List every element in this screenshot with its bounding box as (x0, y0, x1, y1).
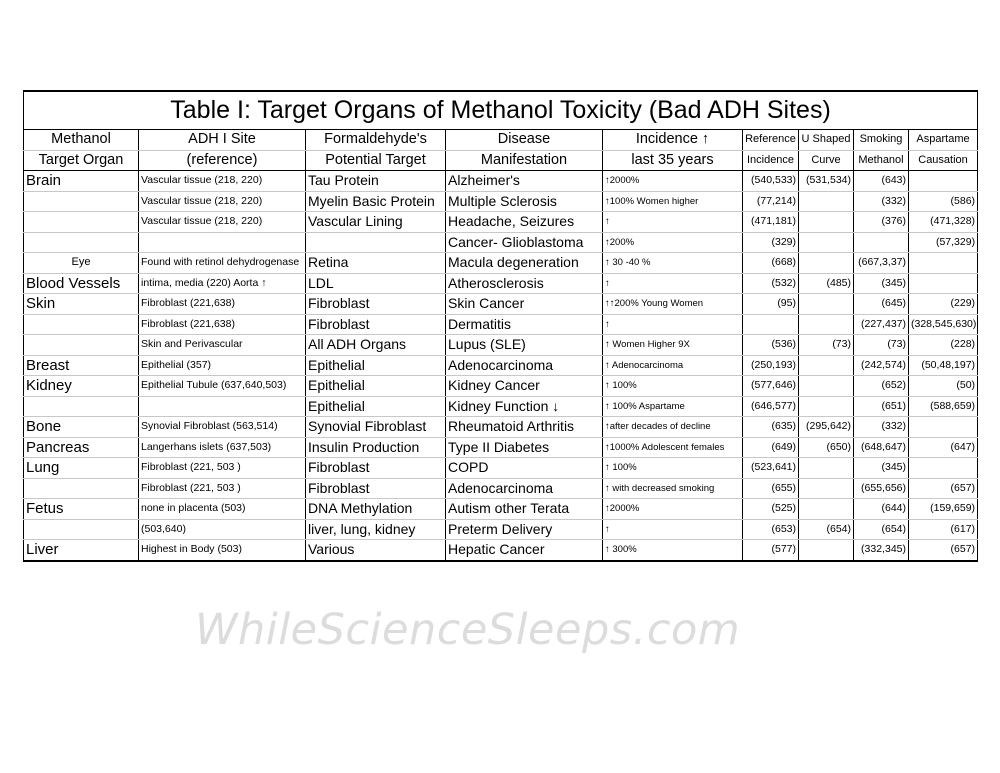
u-shaped-cell (799, 314, 854, 335)
aspartame-cell: (657) (909, 540, 978, 561)
aspartame-cell: (657) (909, 478, 978, 499)
organ-cell (24, 478, 139, 499)
smoking-cell: (376) (854, 212, 909, 233)
target-cell (306, 232, 446, 253)
organ-cell: Brain (24, 171, 139, 192)
adh-site-cell: Langerhans islets (637,503) (139, 437, 306, 458)
disease-cell: Cancer- Glioblastoma (446, 232, 603, 253)
disease-cell: Adenocarcinoma (446, 355, 603, 376)
disease-cell: Dermatitis (446, 314, 603, 335)
smoking-cell: (242,574) (854, 355, 909, 376)
table-row (24, 458, 978, 479)
header-causation: Causation (909, 150, 978, 171)
reference-cell: (250,193) (743, 355, 799, 376)
organ-cell: Lung (24, 458, 139, 479)
adh-site-cell: (503,640) (139, 519, 306, 540)
incidence-cell: ↑ 30 -40 % (603, 253, 743, 274)
disease-cell: Lupus (SLE) (446, 335, 603, 356)
u-shaped-cell (799, 478, 854, 499)
header-target-organ: Target Organ (24, 150, 139, 171)
u-shaped-cell (799, 253, 854, 274)
target-cell: Epithelial (306, 355, 446, 376)
header-disease: Disease (446, 130, 603, 151)
disease-cell: Atherosclerosis (446, 273, 603, 294)
u-shaped-cell (799, 355, 854, 376)
smoking-cell: (345) (854, 273, 909, 294)
aspartame-cell: (228) (909, 335, 978, 356)
organ-cell: Breast (24, 355, 139, 376)
organ-cell (24, 212, 139, 233)
target-cell: Synovial Fibroblast (306, 417, 446, 438)
adh-site-cell: Vascular tissue (218, 220) (139, 171, 306, 192)
organ-cell (24, 232, 139, 253)
smoking-cell: (655,656) (854, 478, 909, 499)
table-row (24, 540, 978, 561)
organ-cell: Pancreas (24, 437, 139, 458)
table-row (24, 519, 978, 540)
incidence-cell: ↑ 100% (603, 376, 743, 397)
disease-cell: Headache, Seizures (446, 212, 603, 233)
header-last-35-years: last 35 years (603, 150, 743, 171)
target-cell: DNA Methylation (306, 499, 446, 520)
organ-cell (24, 519, 139, 540)
table-row (24, 396, 978, 417)
reference-cell (743, 314, 799, 335)
incidence-cell: ↑↑200% Young Women (603, 294, 743, 315)
incidence-cell: ↑ (603, 273, 743, 294)
adh-site-cell: Epithelial (357) (139, 355, 306, 376)
disease-cell: Skin Cancer (446, 294, 603, 315)
incidence-cell: ↑after decades of decline (603, 417, 743, 438)
adh-site-cell: Fibroblast (221, 503 ) (139, 458, 306, 479)
adh-site-cell: Found with retinol dehydrogenase (139, 253, 306, 274)
reference-cell: (540,533) (743, 171, 799, 192)
table-row (24, 171, 978, 192)
organ-cell: Bone (24, 417, 139, 438)
table-row (24, 212, 978, 233)
adh-site-cell: Fibroblast (221,638) (139, 314, 306, 335)
aspartame-cell (909, 273, 978, 294)
incidence-cell: ↑200% (603, 232, 743, 253)
target-cell: Fibroblast (306, 458, 446, 479)
adh-site-cell: Vascular tissue (218, 220) (139, 212, 306, 233)
smoking-cell: (651) (854, 396, 909, 417)
incidence-cell: ↑ (603, 212, 743, 233)
reference-cell: (649) (743, 437, 799, 458)
target-cell: liver, lung, kidney (306, 519, 446, 540)
incidence-cell: ↑ (603, 314, 743, 335)
disease-cell: Autism other Terata (446, 499, 603, 520)
table-row (24, 355, 978, 376)
smoking-cell: (654) (854, 519, 909, 540)
smoking-cell: (227,437) (854, 314, 909, 335)
smoking-cell: (652) (854, 376, 909, 397)
disease-cell: Multiple Sclerosis (446, 191, 603, 212)
disease-cell: Rheumatoid Arthritis (446, 417, 603, 438)
adh-site-cell: Vascular tissue (218, 220) (139, 191, 306, 212)
incidence-cell: ↑ 100% (603, 458, 743, 479)
reference-cell: (536) (743, 335, 799, 356)
organ-cell: Blood Vessels (24, 273, 139, 294)
aspartame-cell: (159,659) (909, 499, 978, 520)
u-shaped-cell (799, 212, 854, 233)
smoking-cell: (644) (854, 499, 909, 520)
table-row (24, 478, 978, 499)
aspartame-cell (909, 417, 978, 438)
target-cell: Fibroblast (306, 294, 446, 315)
target-cell: Myelin Basic Protein (306, 191, 446, 212)
table-row (24, 499, 978, 520)
organ-cell (24, 191, 139, 212)
organ-cell (24, 314, 139, 335)
incidence-cell: ↑ Women Higher 9X (603, 335, 743, 356)
aspartame-cell: (328,545,630) (909, 314, 978, 335)
reference-cell: (577) (743, 540, 799, 561)
adh-site-cell: Skin and Perivascular (139, 335, 306, 356)
header-u-shaped: U Shaped (799, 130, 854, 151)
table-row (24, 191, 978, 212)
organ-cell: Eye (24, 253, 139, 274)
target-cell: Tau Protein (306, 171, 446, 192)
header-curve: Curve (799, 150, 854, 171)
aspartame-cell: (57,329) (909, 232, 978, 253)
reference-cell: (532) (743, 273, 799, 294)
disease-cell: Kidney Cancer (446, 376, 603, 397)
organ-cell: Kidney (24, 376, 139, 397)
target-cell: Fibroblast (306, 478, 446, 499)
aspartame-cell: (471,328) (909, 212, 978, 233)
u-shaped-cell (799, 396, 854, 417)
reference-cell: (646,577) (743, 396, 799, 417)
reference-cell: (95) (743, 294, 799, 315)
incidence-cell: ↑2000% (603, 499, 743, 520)
table-row (24, 335, 978, 356)
reference-cell: (653) (743, 519, 799, 540)
header-formaldehyde: Formaldehyde's (306, 130, 446, 151)
table-row (24, 314, 978, 335)
incidence-cell: ↑1000% Adolescent females (603, 437, 743, 458)
adh-site-cell: Fibroblast (221, 503 ) (139, 478, 306, 499)
organ-cell (24, 335, 139, 356)
adh-site-cell: Highest in Body (503) (139, 540, 306, 561)
target-cell: Epithelial (306, 376, 446, 397)
adh-site-cell: intima, media (220) Aorta ↑ (139, 273, 306, 294)
header-incidence: Incidence ↑ (603, 130, 743, 151)
watermark: WhileScienceSleeps.com (195, 605, 741, 655)
header-methanol-sub: Methanol (854, 150, 909, 171)
incidence-cell: ↑ 300% (603, 540, 743, 561)
aspartame-cell: (647) (909, 437, 978, 458)
target-cell: All ADH Organs (306, 335, 446, 356)
disease-cell: Adenocarcinoma (446, 478, 603, 499)
adh-site-cell (139, 396, 306, 417)
target-cell: LDL (306, 273, 446, 294)
smoking-cell: (345) (854, 458, 909, 479)
header-incidence-sub: Incidence (743, 150, 799, 171)
aspartame-cell: (588,659) (909, 396, 978, 417)
aspartame-cell: (229) (909, 294, 978, 315)
aspartame-cell (909, 458, 978, 479)
disease-cell: Type II Diabetes (446, 437, 603, 458)
u-shaped-cell (799, 376, 854, 397)
u-shaped-cell: (73) (799, 335, 854, 356)
aspartame-cell (909, 171, 978, 192)
table-row (24, 253, 978, 274)
adh-site-cell: none in placenta (503) (139, 499, 306, 520)
target-cell: Epithelial (306, 396, 446, 417)
disease-cell: Macula degeneration (446, 253, 603, 274)
header-manifestation: Manifestation (446, 150, 603, 171)
u-shaped-cell: (531,534) (799, 171, 854, 192)
incidence-cell: ↑ Adenocarcinoma (603, 355, 743, 376)
aspartame-cell: (586) (909, 191, 978, 212)
u-shaped-cell (799, 499, 854, 520)
target-cell: Retina (306, 253, 446, 274)
table-row (24, 437, 978, 458)
disease-cell: Preterm Delivery (446, 519, 603, 540)
target-cell: Various (306, 540, 446, 561)
adh-site-cell: Synovial Fibroblast (563,514) (139, 417, 306, 438)
smoking-cell: (73) (854, 335, 909, 356)
header-potential-target: Potential Target (306, 150, 446, 171)
smoking-cell: (332) (854, 191, 909, 212)
organ-cell: Fetus (24, 499, 139, 520)
incidence-cell: ↑ with decreased smoking (603, 478, 743, 499)
reference-cell: (577,646) (743, 376, 799, 397)
methanol-toxicity-table (23, 90, 978, 562)
u-shaped-cell (799, 294, 854, 315)
organ-cell: Skin (24, 294, 139, 315)
incidence-cell: ↑100% Women higher (603, 191, 743, 212)
u-shaped-cell: (650) (799, 437, 854, 458)
reference-cell: (523,641) (743, 458, 799, 479)
smoking-cell: (667,3,37) (854, 253, 909, 274)
reference-cell: (471,181) (743, 212, 799, 233)
aspartame-cell: (617) (909, 519, 978, 540)
incidence-cell: ↑ 100% Aspartame (603, 396, 743, 417)
adh-site-cell: Epithelial Tubule (637,640,503) (139, 376, 306, 397)
target-cell: Fibroblast (306, 314, 446, 335)
aspartame-cell: (50) (909, 376, 978, 397)
u-shaped-cell: (654) (799, 519, 854, 540)
reference-cell: (525) (743, 499, 799, 520)
reference-cell: (655) (743, 478, 799, 499)
incidence-cell: ↑ (603, 519, 743, 540)
header-adh-site: ADH I Site (139, 130, 306, 151)
table-row (24, 273, 978, 294)
smoking-cell: (645) (854, 294, 909, 315)
header-smoking: Smoking (854, 130, 909, 151)
table-row (24, 376, 978, 397)
target-cell: Insulin Production (306, 437, 446, 458)
header-reference-sub: (reference) (139, 150, 306, 171)
aspartame-cell: (50,48,197) (909, 355, 978, 376)
smoking-cell: (648,647) (854, 437, 909, 458)
table-row (24, 417, 978, 438)
table-row (24, 232, 978, 253)
smoking-cell: (332) (854, 417, 909, 438)
header-reference: Reference (743, 130, 799, 151)
smoking-cell (854, 232, 909, 253)
header-aspartame: Aspartame (909, 130, 978, 151)
table-row (24, 294, 978, 315)
organ-cell: Liver (24, 540, 139, 561)
target-cell: Vascular Lining (306, 212, 446, 233)
u-shaped-cell (799, 191, 854, 212)
disease-cell: COPD (446, 458, 603, 479)
u-shaped-cell: (295,642) (799, 417, 854, 438)
adh-site-cell (139, 232, 306, 253)
smoking-cell: (332,345) (854, 540, 909, 561)
u-shaped-cell: (485) (799, 273, 854, 294)
u-shaped-cell (799, 540, 854, 561)
reference-cell: (329) (743, 232, 799, 253)
reference-cell: (77,214) (743, 191, 799, 212)
reference-cell: (668) (743, 253, 799, 274)
disease-cell: Hepatic Cancer (446, 540, 603, 561)
adh-site-cell: Fibroblast (221,638) (139, 294, 306, 315)
header-methanol: Methanol (24, 130, 139, 151)
reference-cell: (635) (743, 417, 799, 438)
aspartame-cell (909, 253, 978, 274)
disease-cell: Kidney Function ↓ (446, 396, 603, 417)
organ-cell (24, 396, 139, 417)
smoking-cell: (643) (854, 171, 909, 192)
incidence-cell: ↑2000% (603, 171, 743, 192)
table-title: Table I: Target Organs of Methanol Toxicity (Bad ADH Sites) (24, 91, 978, 130)
u-shaped-cell (799, 232, 854, 253)
u-shaped-cell (799, 458, 854, 479)
disease-cell: Alzheimer's (446, 171, 603, 192)
